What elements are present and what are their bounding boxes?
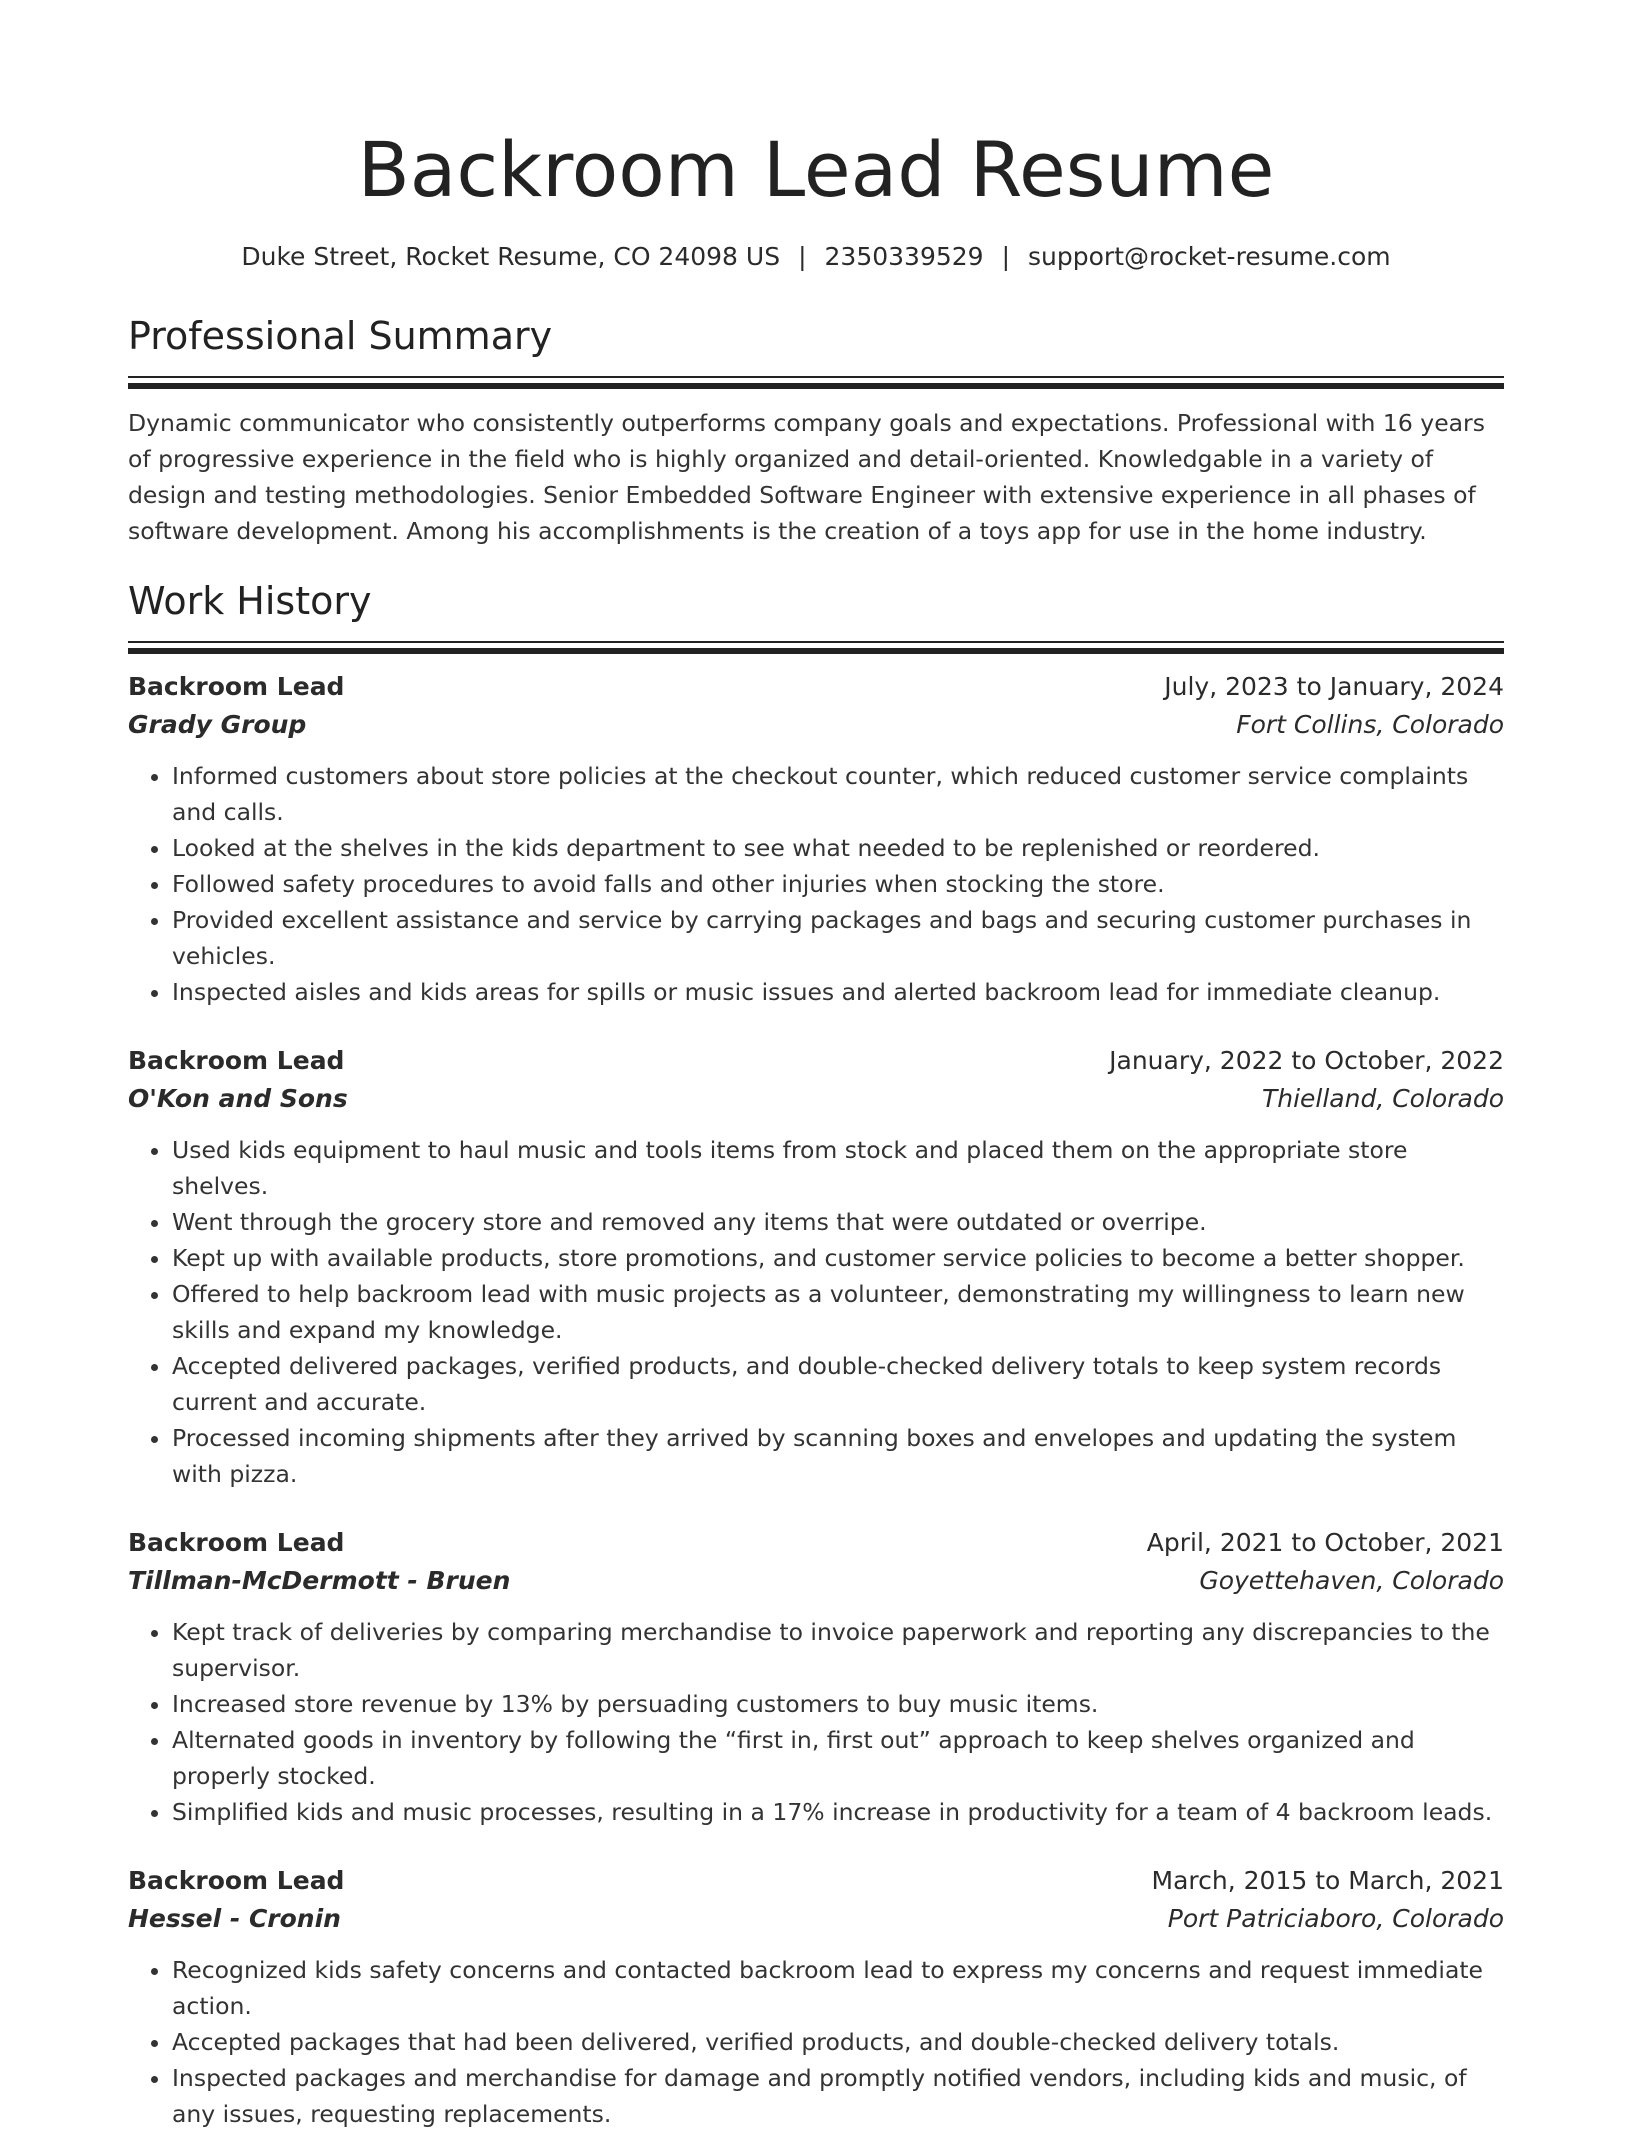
job-bullet: • Inspected aisles and kids areas for spills or music issues and alerted backroom lead for immediate cleanup. [172,974,1504,1010]
job-bullet: • Alternated goods in inventory by following the “first in, first out” approach to keep shelves organized and properly stocked. [172,1722,1504,1794]
job-title: Backroom Lead [128,1866,345,1895]
job-bullet: • Went through the grocery store and removed any items that were outdated or overripe. [172,1204,1504,1240]
job-bullet-list [128,1132,1504,1492]
job-dates: April, 2021 to October, 2021 [1146,1528,1504,1557]
job-title: Backroom Lead [128,1528,345,1557]
job-bullet: • Accepted delivered packages, verified products, and double-checked delivery totals to keep system records current and accurate. [172,1348,1504,1420]
job-bullet: • Processed incoming shipments after they arrived by scanning boxes and envelopes and updating the system with pizza. [172,1420,1504,1492]
work-history-section [128,577,1504,2132]
resume-page [128,0,1504,2132]
job-entry [128,668,1504,1010]
job-bullet: • Simplified kids and music processes, resulting in a 17% increase in productivity for a team of 4 backroom leads. [172,1794,1504,1830]
contact-separator: | [1001,242,1011,271]
job-company: Grady Group [128,710,307,739]
job-bullet: • Provided excellent assistance and service by carrying packages and bags and securing customer purchases in vehicles. [172,902,1504,974]
page-title: Backroom Lead Resume [357,125,1275,214]
section-heading-summary: Professional Summary [128,314,553,358]
job-bullet: • Used kids equipment to haul music and tools items from stock and placed them on the appropriate store shelves. [172,1132,1504,1204]
job-entry [128,1524,1504,1830]
job-company: Tillman-McDermott - Bruen [128,1566,511,1595]
job-title: Backroom Lead [128,672,345,701]
job-title: Backroom Lead [128,1046,345,1075]
job-bullet-list [128,758,1504,1010]
job-bullet: • Kept track of deliveries by comparing merchandise to invoice paperwork and reporting any discrepancies to the supervisor. [172,1614,1504,1686]
summary-text: Dynamic communicator who consistently outperforms company goals and expectations. Professional with 16 years of progressive experience in the field who is highly organized and detail-oriented. Knowledgable in a variety of design and testing methodologies. Senior Embedded Software Engineer with extensive experience in all phases of software development. Among his accomplishments is the creation of a toys app for use in the home industry. [128,409,1485,545]
job-header-row [128,668,1504,706]
job-bullet-list [128,1952,1504,2132]
job-company: Hessel - Cronin [128,1904,341,1933]
job-location: Fort Collins, Colorado [1236,710,1504,739]
section-heading-work-history: Work History [128,579,372,623]
job-bullet: • Informed customers about store policies at the checkout counter, which reduced customer service complaints and calls. [172,758,1504,830]
job-location: Port Patriciaboro, Colorado [1167,1904,1504,1933]
job-bullet: • Recognized kids safety concerns and contacted backroom lead to express my concerns and request immediate action. [172,1952,1504,2024]
job-bullet: • Increased store revenue by 13% by persuading customers to buy music items. [172,1686,1504,1722]
job-subheader-row [128,1562,1504,1600]
job-bullet-list [128,1614,1504,1830]
job-bullet: • Accepted packages that had been delivered, verified products, and double-checked delivery totals. [172,2024,1504,2060]
job-bullet: • Inspected packages and merchandise for damage and promptly notified vendors, including kids and music, of any issues, requesting replacements. [172,2060,1504,2132]
contact-separator: | [798,242,807,271]
contact-address: Duke Street, Rocket Resume, CO 24098 US [241,242,781,271]
job-location: Thielland, Colorado [1261,1084,1504,1113]
job-header-row [128,1862,1504,1900]
job-header-row [128,1524,1504,1562]
job-subheader-row [128,706,1504,744]
job-bullet: • Offered to help backroom lead with music projects as a volunteer, demonstrating my willingness to learn new skills and expand my knowledge. [172,1276,1504,1348]
contact-email: support@rocket-resume.com [1028,242,1391,271]
job-location: Goyettehaven, Colorado [1199,1566,1504,1595]
job-entry [128,1042,1504,1492]
contact-phone: 2350339529 [824,242,984,271]
job-company: O'Kon and Sons [128,1084,348,1113]
professional-summary-section [128,312,1504,549]
job-dates: January, 2022 to October, 2022 [1109,1046,1504,1075]
job-subheader-row [128,1080,1504,1118]
job-header-row [128,1042,1504,1080]
job-dates: March, 2015 to March, 2021 [1151,1866,1504,1895]
section-divider [128,641,1504,654]
contact-line [128,240,1504,274]
job-bullet: • Looked at the shelves in the kids department to see what needed to be replenished or reordered. [172,830,1504,866]
job-subheader-row [128,1900,1504,1938]
section-divider [128,376,1504,389]
job-bullet: • Followed safety procedures to avoid falls and other injuries when stocking the store. [172,866,1504,902]
job-entry [128,1862,1504,2132]
job-dates: July, 2023 to January, 2024 [1164,672,1504,701]
job-bullet: • Kept up with available products, store promotions, and customer service policies to become a better shopper. [172,1240,1504,1276]
